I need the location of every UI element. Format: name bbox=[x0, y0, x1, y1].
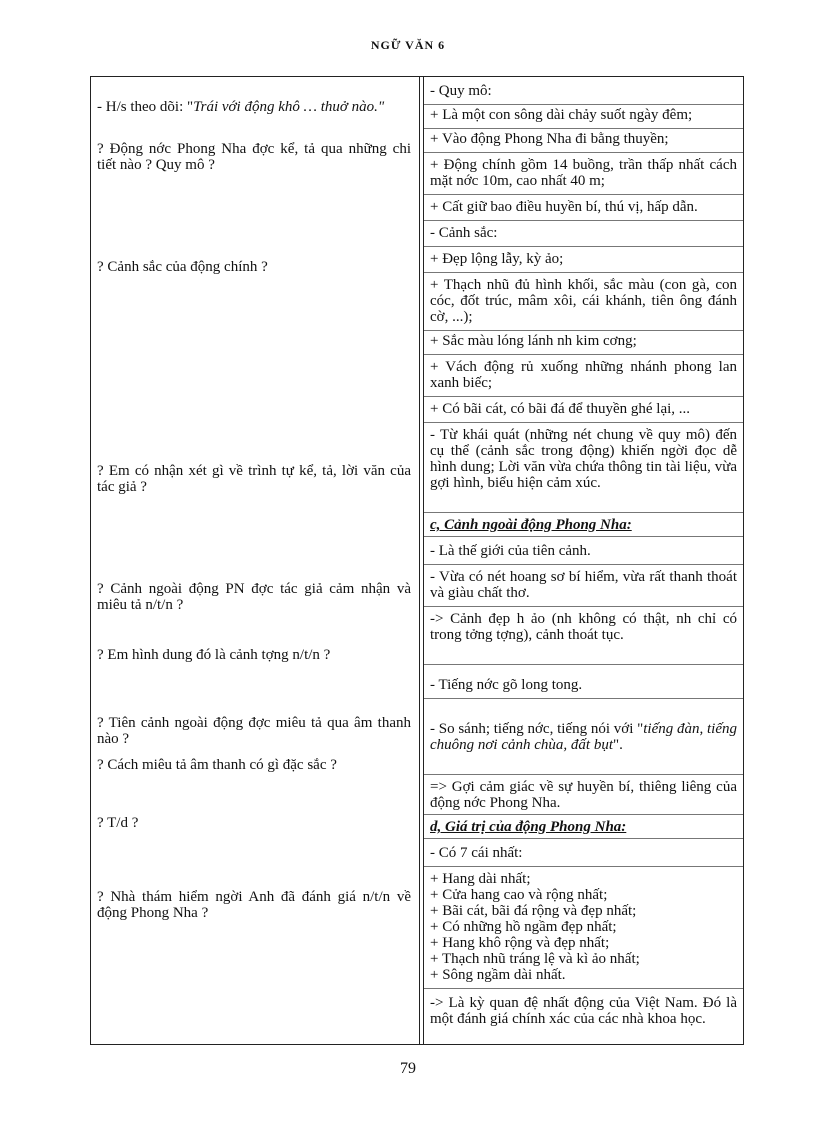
answer-row: + Thạch nhũ đủ hình khối, sắc màu (con gà, con cóc, đốt trúc, mâm xôi, cái khánh, tiên ông đánh cờ, ...); bbox=[424, 277, 743, 331]
question-9: ? T/d ? bbox=[97, 815, 139, 831]
answer-row: -> Cảnh đẹp h ảo (nh không có thật, nh chỉ có trong tởng tợng), cảnh thoát tục. bbox=[424, 611, 743, 665]
list-item: + Hang dài nhất; bbox=[430, 871, 531, 887]
question-1: - H/s theo dõi: "Trái với động khô … thuở nào." bbox=[97, 99, 385, 115]
section-heading-d: d, Giá trị của động Phong Nha: bbox=[424, 819, 743, 839]
answer-row: - Tiếng nớc gõ long tong. bbox=[424, 677, 743, 699]
page-header: NGỮ VĂN 6 bbox=[370, 38, 446, 52]
answer-row: + Sắc màu lóng lánh nh kim cơng; bbox=[424, 333, 743, 355]
question-7: ? Tiên cảnh ngoài động đợc miêu tả qua âm thanh nào ? bbox=[97, 715, 411, 747]
answer-row-so-sanh: - So sánh; tiếng nớc, tiếng nói với "tiếng đàn, tiếng chuông nơi cảnh chùa, đất bụt". bbox=[424, 721, 743, 775]
answer-row: -> Là kỳ quan đệ nhất động của Việt Nam. Đó là một đánh giá chính xác của các nhà khoa học. bbox=[430, 995, 737, 1027]
question-5: ? Cảnh ngoài động PN đợc tác giả cảm nhận và miêu tả n/t/n ? bbox=[97, 581, 411, 613]
answer-row-list bbox=[424, 871, 743, 989]
answers-column bbox=[424, 77, 743, 1044]
lesson-table bbox=[90, 76, 744, 1045]
answer-row: + Vào động Phong Nha đi bằng thuyền; bbox=[424, 131, 743, 153]
answer-row: + Vách động rủ xuống những nhánh phong lan xanh biếc; bbox=[424, 359, 743, 397]
answer-row: => Gợi cảm giác về sự huyền bí, thiêng liêng của động nớc Phong Nha. bbox=[424, 779, 743, 815]
list-item: + Cửa hang cao và rộng nhất; bbox=[430, 887, 608, 903]
answer-row: + Động chính gồm 14 buồng, trần thấp nhất cách mặt nớc 10m, cao nhất 40 m; bbox=[424, 157, 743, 195]
list-item: + Thạch nhũ tráng lệ và kì ảo nhất; bbox=[430, 951, 640, 967]
answer-row: + Có bãi cát, có bãi đá để thuyền ghé lại, ... bbox=[424, 401, 743, 423]
answer-row: - Quy mô: bbox=[424, 83, 743, 105]
page-number: 79 bbox=[400, 1060, 416, 1077]
answer-row: - Vừa có nét hoang sơ bí hiểm, vừa rất thanh thoát và giàu chất thơ. bbox=[424, 569, 743, 607]
question-4: ? Em có nhận xét gì về trình tự kể, tả, lời văn của tác giả ? bbox=[97, 463, 411, 495]
question-10: ? Nhà thám hiểm ngời Anh đã đánh giá n/t/n về động Phong Nha ? bbox=[97, 889, 411, 921]
list-item: + Hang khô rộng và đẹp nhất; bbox=[430, 935, 610, 951]
answer-row: - Là thế giới của tiên cảnh. bbox=[424, 543, 743, 565]
list-item: + Có những hồ ngầm đẹp nhất; bbox=[430, 919, 617, 935]
section-heading-c: c, Cảnh ngoài động Phong Nha: bbox=[424, 517, 743, 537]
questions-column bbox=[91, 77, 419, 1044]
answer-row: + Cất giữ bao điều huyền bí, thú vị, hấp dẫn. bbox=[424, 199, 743, 221]
list-item: + Bãi cát, bãi đá rộng và đẹp nhất; bbox=[430, 903, 637, 919]
question-2: ? Động nớc Phong Nha đợc kể, tả qua những chi tiết nào ? Quy mô ? bbox=[97, 141, 411, 173]
list-item: + Sông ngầm dài nhất. bbox=[430, 967, 566, 983]
answer-row: + Đẹp lộng lẫy, kỳ ảo; bbox=[424, 251, 743, 273]
answer-row: + Là một con sông dài chảy suốt ngày đêm; bbox=[424, 107, 743, 129]
answer-row: - Có 7 cái nhất: bbox=[424, 845, 743, 867]
question-6: ? Em hình dung đó là cảnh tợng n/t/n ? bbox=[97, 647, 331, 663]
question-8: ? Cách miêu tả âm thanh có gì đặc sắc ? bbox=[97, 757, 337, 773]
answer-row: - Từ khái quát (những nét chung về quy mô) đến cụ thể (cảnh sắc trong động) khiến ngời đọc dễ hình dung; Lời văn vừa chứa thông tin tài liệu, vừa gợi hình, biểu hiện cảm xúc. bbox=[424, 427, 743, 513]
question-3: ? Cảnh sắc của động chính ? bbox=[97, 259, 268, 275]
answer-row: - Cảnh sắc: bbox=[424, 225, 743, 247]
